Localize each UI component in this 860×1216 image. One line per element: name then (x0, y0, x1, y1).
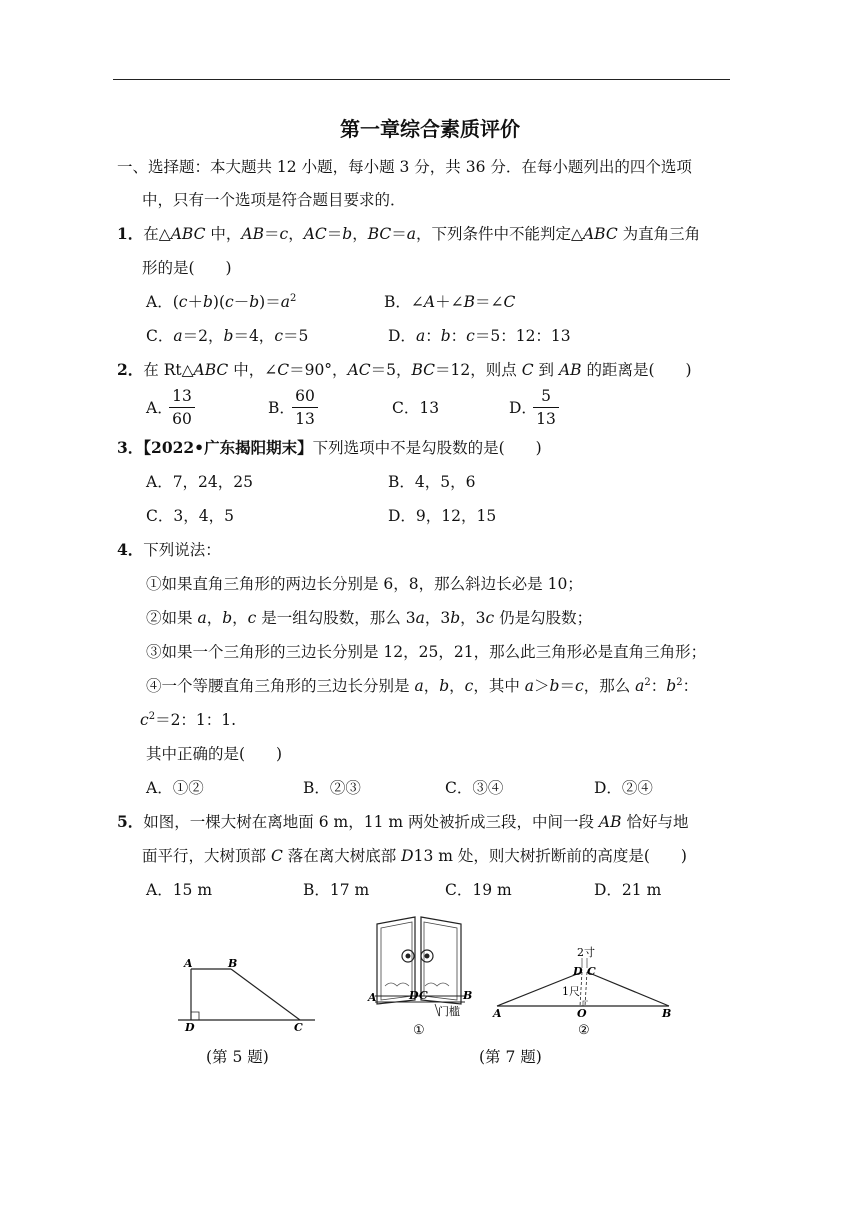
figure-7-door-illustration (365, 912, 480, 1042)
question-3-option-c: C．3，4，5 (146, 507, 234, 525)
question-1-option-b: B．∠A＋∠B＝∠C (384, 293, 516, 311)
question-1-option-c: C．a＝2，b＝4，c＝5 (146, 327, 309, 345)
question-5-option-c: C．19 m (445, 881, 512, 899)
question-3-number: 3． (117, 438, 144, 457)
fig7b-label-b: B (662, 1007, 672, 1020)
fig7a-label-a: A (368, 991, 377, 1004)
question-3-option-a: A．7，24，25 (146, 473, 254, 491)
page-title: 第一章综合素质评价 (340, 117, 520, 141)
fig7b-label-number: ② (578, 1023, 590, 1038)
question-2-number: 2． (117, 360, 144, 379)
figure-5-diagram (170, 950, 320, 1040)
fig7a-label-d: D (409, 989, 419, 1002)
question-1-stem (117, 223, 700, 245)
fig7b-label-2cun: 2寸 (577, 946, 595, 959)
section-instructions-cont: 中，只有一个选项是符合题目要求的． (142, 191, 406, 209)
fraction-denominator: 13 (295, 410, 315, 428)
fig7a-label-number: ① (413, 1023, 425, 1038)
question-2-option-d-fraction (531, 386, 561, 429)
question-4-option-d: D．②④ (594, 779, 653, 797)
question-1-option-d: D．a：b：c＝5：12：13 (388, 327, 571, 345)
question-4-statement-1: ①如果直角三角形的两边长分别是 6，8，那么斜边长必是 10； (146, 575, 583, 593)
fig7a-label-b: B (463, 989, 473, 1002)
question-5-option-a: A．15 m (146, 881, 213, 899)
question-4-stem (117, 539, 221, 561)
question-2-option-b-fraction (290, 386, 320, 429)
figure-5-caption: (第 5 题) (206, 1048, 269, 1066)
question-5-option-b: B．17 m (303, 881, 370, 899)
question-5-option-d: D．21 m (594, 881, 662, 899)
fig7b-label-c: C (587, 965, 596, 978)
fig7b-label-a: A (493, 1007, 502, 1020)
question-4-text: 下列说法： (143, 541, 221, 559)
question-3-option-b: B．4，5，6 (388, 473, 476, 491)
fig5-label-d: D (185, 1021, 195, 1034)
figure-7-caption: (第 7 题) (479, 1048, 542, 1066)
question-4-ask: 其中正确的是( ) (146, 745, 283, 763)
question-3-stem (117, 437, 542, 459)
question-2-option-b-label: B． (268, 399, 295, 417)
fig5-label-c: C (294, 1021, 303, 1034)
question-4-statement-2: ②如果 a，b，c 是一组勾股数，那么 3a，3b，3c 仍是勾股数； (146, 609, 593, 627)
question-1-text: 在△ABC 中，AB＝c，AC＝b，BC＝a，下列条件中不能判定△ABC 为直角三角 (143, 225, 701, 243)
question-1-stem-cont: 形的是( ) (142, 259, 232, 277)
header-rule (113, 79, 730, 80)
question-2-option-d-label: D． (509, 399, 537, 417)
fig5-label-b: B (228, 957, 238, 970)
question-5-number: 5． (117, 812, 144, 831)
fig7b-label-d: D (573, 965, 583, 978)
question-2-option-a-fraction (167, 386, 197, 429)
fig7a-label-threshold: 门槛 (438, 1005, 460, 1018)
question-3-option-d: D．9，12，15 (388, 507, 497, 525)
fraction-denominator: 13 (536, 410, 556, 428)
question-4-option-c: C．③④ (445, 779, 504, 797)
question-1-option-a: A．$(c+b)(c-b)=a^2$ (146, 292, 297, 311)
question-4-option-a: A．①② (146, 779, 204, 797)
question-3-text: 下列选项中不是勾股数的是( ) (312, 439, 542, 457)
question-2-text: 在 Rt△ABC 中，∠C＝90°，AC＝5，BC＝12，则点 C 到 AB 的距离是( ) (143, 361, 692, 379)
fig7b-label-o: O (577, 1007, 587, 1020)
question-4-statement-4-cont: $c^2=2$：1：1. (140, 710, 237, 729)
question-4-statement-4: ④一个等腰直角三角形的三边长分别是 a，b，c，其中 a＞b＝c，那么 $a^2$：$b^2$： (146, 676, 699, 695)
question-4-option-b: B．②③ (303, 779, 361, 797)
question-2-option-c: C．13 (392, 399, 440, 417)
fig7b-label-1chi: 1尺 (562, 985, 580, 998)
fraction-denominator: 60 (172, 410, 192, 428)
question-2-stem (117, 359, 692, 381)
question-1-number: 1． (117, 224, 144, 243)
question-5-stem-cont: 面平行，大树顶部 C 落在离大树底部 D13 m 处，则大树折断前的高度是( ) (142, 847, 687, 865)
fig7a-label-c: C (419, 989, 428, 1002)
question-5-text: 如图，一棵大树在离地面 6 m，11 m 两处被折成三段，中间一段 AB 恰好与地 (143, 813, 689, 831)
question-2-option-a-label: A． (146, 399, 173, 417)
fig5-label-a: A (184, 957, 193, 970)
question-4-number: 4． (117, 540, 144, 559)
question-4-statement-3: ③如果一个三角形的三边长分别是 12，25，21，那么此三角形必是直角三角形； (146, 643, 707, 661)
section-instructions: 一、选择题：本大题共 12 小题，每小题 3 分，共 36 分．在每小题列出的四个选项 (117, 158, 692, 176)
question-3-source-tag: 【2022•广东揭阳期末】 (143, 438, 313, 457)
figure-7-geometry-diagram (490, 948, 680, 1043)
fraction-numerator: 5 (541, 387, 551, 405)
fraction-numerator: 13 (172, 387, 192, 405)
question-5-stem (117, 811, 688, 833)
fraction-numerator: 60 (295, 387, 315, 405)
